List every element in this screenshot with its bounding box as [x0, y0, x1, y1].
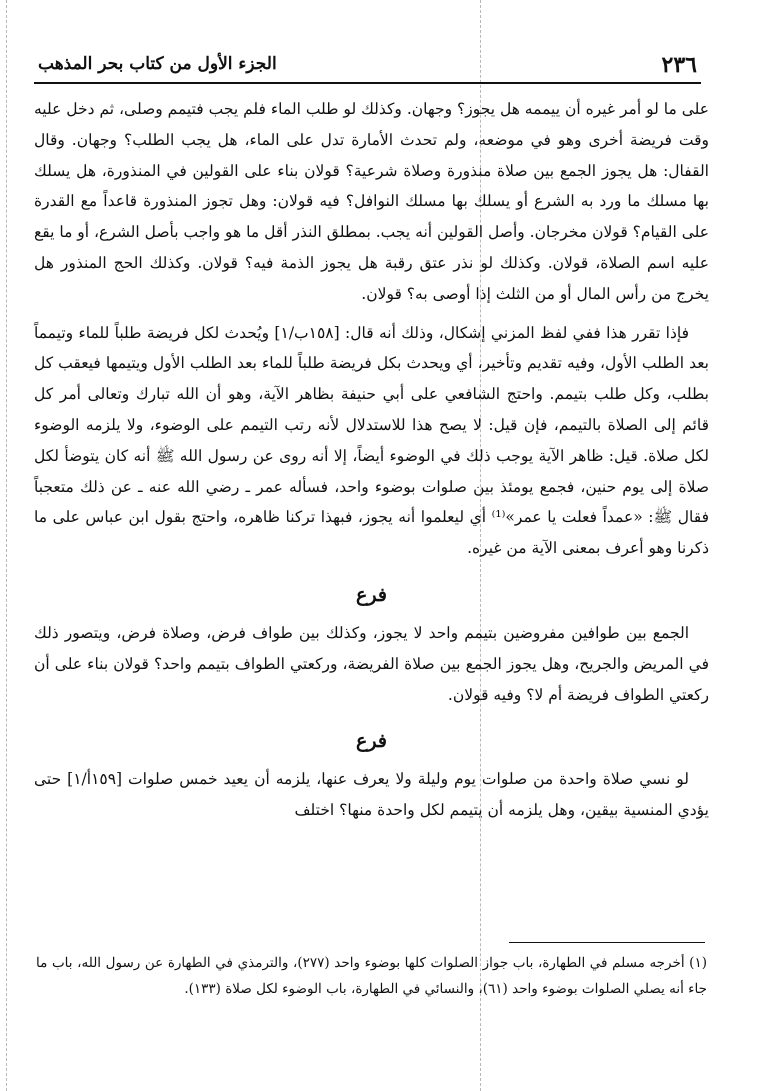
- section-heading-2: فرع: [356, 730, 387, 753]
- footnote-1-text: (١) أخرجه مسلم في الطهارة، باب جواز الصلوات كلها بوضوء واحد (٢٧٧)، والترمذي في الطهارة عن رسول الله، باب ما جاء أنه يصلي الصلوات بوضوء واحد (٦١)، والنسائي في الطهارة، باب الوضوء لكل صلاة (١٣٣).: [36, 955, 707, 997]
- paragraph-2: فإذا تقرر هذا ففي لفظ المزني إشكال، وذلك أنه قال: [١٥٨ب/١] ويُحدث لكل فريضة طلباً للماء وتيمماً بعد الطلب الأول، وفيه تقديم وتأخير، أي ويحدث بكل فريضة طلباً للماء بعد الطلب الأول ويتيمها فيعقب كل بطلب، وكل طلب بتيمم. واحتج الشافعي على أبي حنيفة بظاهر الآية، وهو أن الله تبارك وتعالى أمر كل قائم إلى الصلاة بالتيمم، فإن قيل: لا يصح هذا للاستدلال لأنه رتب التيمم على الوضوء، ولا يلزمه الوضوء لكل صلاة. قيل: ظاهر الآية يوجب ذلك في الوضوء أيضاً، إلا أنه روى عن رسول الله ﷺ أنه كان يتوضأ لكل صلاة إلى يوم حنين، فجمع يومئذ بين صلوات بوضوء واحد، فسأله عمر ـ رضي الله عنه ـ عن ذلك متعجباً فقال ﷺ: «عمداً فعلت يا عمر»⁽¹⁾ أي ليعلموا أنه يجوز، فبهذا تركنا ظاهره، واحتج بقول ابن عباس على ما ذكرنا وهو أعرف بمعنى الآية من غيره.: [34, 323, 709, 558]
- footnote-separator: [509, 942, 705, 943]
- left-margin-dashed-line: [6, 0, 7, 1091]
- page-number: ٢٣٦: [661, 52, 697, 78]
- page-header: [34, 50, 701, 84]
- footnotes: [36, 950, 707, 1002]
- footnote-1: [36, 950, 707, 1002]
- header-rule: [34, 82, 701, 84]
- paragraph-3: الجمع بين طوافين مفروضين بتيمم واحد لا يجوز، وكذلك بين طواف فرض، وصلاة فرض، ويتصور ذلك في المريض والجريح، وهل يجوز الجمع بين صلاة الفريضة، وركعتي الطواف بتيمم واحد؟ قولان بناء على أن ركعتي الطواف فريضة أم لا؟ وفيه قولان.: [34, 623, 709, 704]
- paragraph-4: لو نسي صلاة واحدة من صلوات يوم وليلة ولا يعرف عنها، يلزمه أن يعيد خمس صلوات [١٥٩أ/١] حتى يؤدي المنسية بيقين، وهل يلزمه أن يتيمم لكل واحدة منها؟ اختلف: [34, 770, 709, 820]
- paragraph-1: على ما لو أمر غيره أن ييممه هل يجوز؟ وجهان. وكذلك لو طلب الماء فلم يجب فتيمم وصلى، ثم دخل عليه وقت فريضة أخرى وهو في موضعه، ولم تحدث الأمارة تدل على الماء، هل يجب الطلب؟ وجهان. وقال القفال: هل يجوز الجمع بين صلاة منذورة وصلاة شرعية؟ قولان بناء على القولين في المنذورة، هل يسلك بها مسلك ما ورد به الشرع أو يسلك بها مسلك النوافل؟ فيه قولان: وهل تجوز المنذورة قاعداً مع القدرة على القيام؟ قولان مخرجان. وأصل القولين أنه يجب. بمطلق النذر أقل ما هو واجب بأصل الشرع، أو ما يقع عليه اسم الصلاة، قولان. وكذلك لو نذر عتق رقبة هل يجوز الذمة فيه؟ قولان. وكذلك الحج المنذور هل يخرج من رأس المال أو من الثلث إذا أوصى به؟ قولان.: [34, 100, 709, 303]
- section-heading-1: فرع: [356, 583, 387, 606]
- main-text: [34, 94, 709, 834]
- running-title: الجزء الأول من كتاب بحر المذهب: [38, 54, 277, 74]
